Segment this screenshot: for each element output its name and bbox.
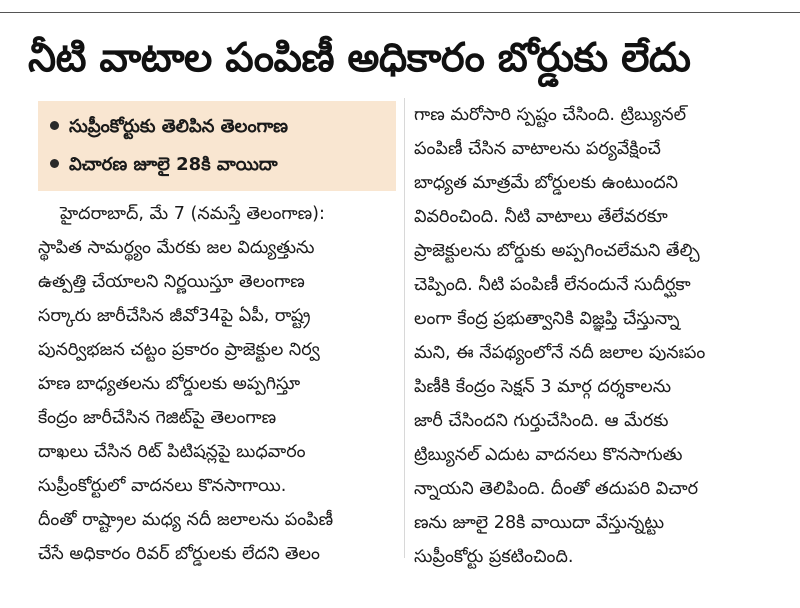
- text-line: న్నాయని తెలిపింది. దీంతో తదుపరి విచార: [414, 479, 699, 499]
- text-line: పునర్విభజన చట్టం ప్రకారం ప్రాజెక్టుల నిర్వ: [38, 340, 320, 360]
- left-column: [38, 197, 400, 571]
- text-line: మని, ఈ నేపథ్యంలోనే నదీ జలాల పునఃపం: [414, 343, 706, 363]
- column-divider: [404, 98, 405, 558]
- headline: నీటి వాటాల పంపిణీ అధికారం బోర్డుకు లేదు: [28, 35, 691, 81]
- text-line: సర్కారు జారీచేసిన జీవో34పై ఏపీ, రాష్ట్ర: [38, 306, 311, 326]
- highlight-text: సుప్రీంకోర్టుకు తెలిపిన తెలంగాణ: [69, 116, 289, 137]
- text-line: పంపిణీ చేసిన వాటాలను పర్యవేక్షించే: [414, 139, 661, 159]
- text-line: ణను జూలై 28కి వాయిదా వేస్తున్నట్టు: [414, 513, 665, 533]
- highlight-text: విచారణ జూలై 28కి వాయిదా: [69, 154, 278, 175]
- bullet-icon: [50, 159, 59, 168]
- text-line: జారీ చేసిందని గుర్తుచేసింది. ఆ మేరకు: [414, 411, 669, 431]
- text-line: ప్రాజెక్టులను బోర్డుకు అప్పగించలేమని తేల్చి: [414, 241, 700, 261]
- text-line: చేసే అధికారం రివర్ బోర్డులకు లేదని తెలం: [38, 544, 320, 564]
- text-line: ఉత్పత్తి చేయాలని నిర్ణయిస్తూ తెలంగాణ: [38, 272, 305, 292]
- text-line: చెప్పింది. నీటి పంపిణీ లేనందునే సుదీర్ఘకా: [414, 275, 691, 295]
- text-line: హణ బాధ్యతలను బోర్డులకు అప్పగిస్తూ: [38, 374, 301, 394]
- highlights-box: [38, 101, 396, 191]
- text-line: ట్రిబ్యునల్ ఎదుట వాదనలు కొనసాగుతు: [414, 445, 683, 465]
- bullet-icon: [50, 121, 59, 130]
- text-line: హైదరాబాద్, మే 7 (నమస్తే తెలంగాణ):: [60, 204, 325, 224]
- text-line: పిణీకి కేంద్రం సెక్షన్ 3 మార్గ దర్శకాలను: [414, 377, 672, 397]
- highlight-item: [50, 147, 278, 183]
- top-rule: [0, 0, 800, 13]
- text-line: లంగా కేంద్ర ప్రభుత్వానికి విజ్ఞప్తి చేస్తున్నా: [414, 309, 680, 329]
- text-line: దాఖలు చేసిన రిట్ పిటిషన్లపై బుధవారం: [38, 442, 306, 462]
- text-line: వివరించింది. నీటి వాటాలు తేలేవరకూ: [414, 207, 668, 227]
- text-line: సుప్రీంకోర్టు ప్రకటించింది.: [414, 547, 574, 567]
- text-line: సుప్రీంకోర్టులో వాదనలు కొనసాగాయి.: [38, 476, 287, 496]
- highlight-item: [50, 109, 288, 145]
- text-line: దీంతో రాష్ట్రాల మధ్య నదీ జలాలను పంపిణీ: [38, 510, 334, 530]
- right-column: [414, 98, 792, 574]
- text-line: గాణ మరోసారి స్పష్టం చేసింది. ట్రిబ్యునల్: [414, 105, 687, 125]
- text-line: కేంద్రం జారీచేసిన గెజిట్‌పై తెలంగాణ: [38, 408, 277, 428]
- text-line: బాధ్యత మాత్రమే బోర్డులకు ఉంటుందని: [414, 173, 679, 193]
- text-line: స్థాపిత సామర్థ్యం మేరకు జల విద్యుత్తును: [38, 238, 315, 258]
